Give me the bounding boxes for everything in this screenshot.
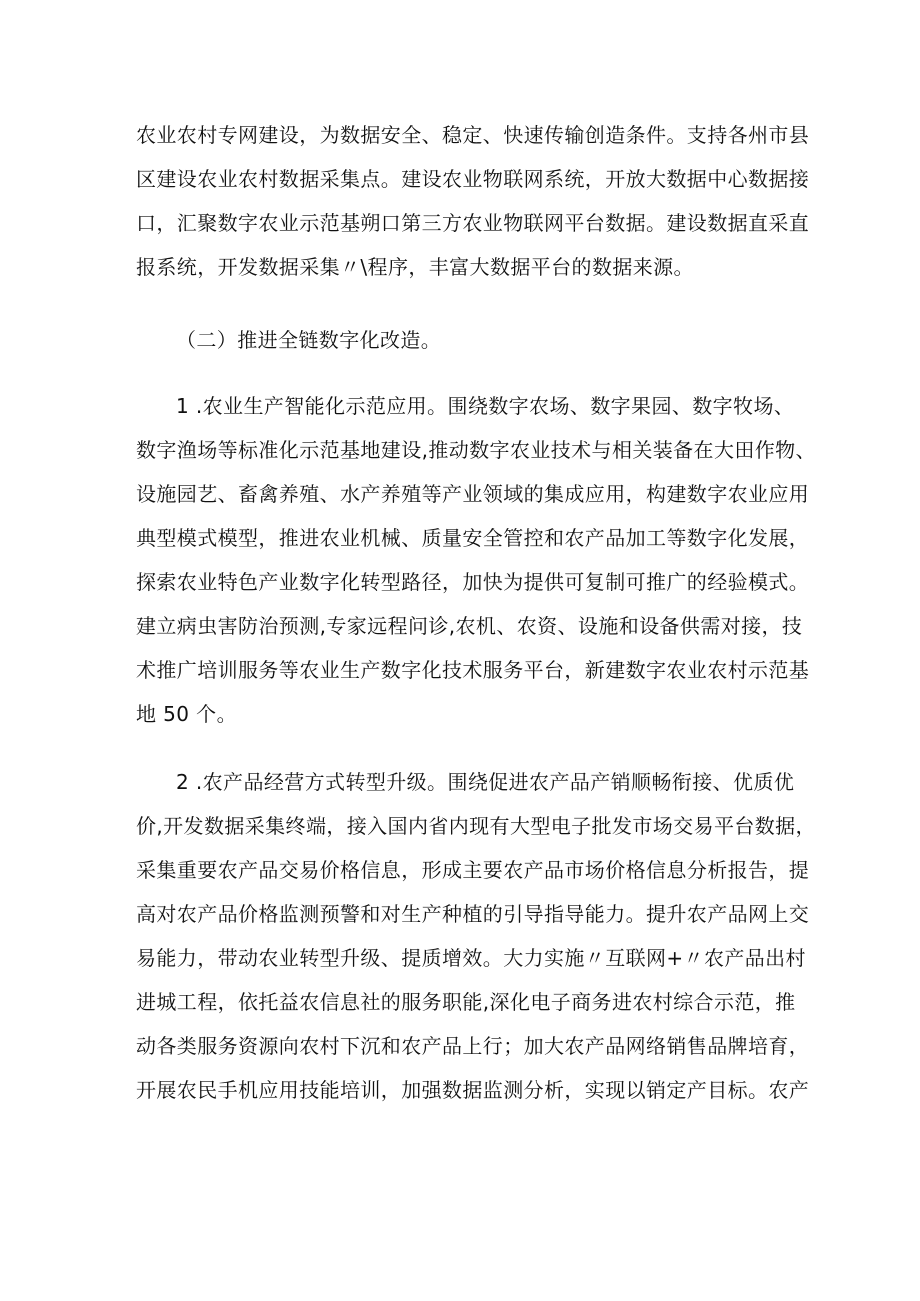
paragraph-line: 农业农村专网建设，为数据安全、稳定、快速传输创造条件。支持各州市县 [136, 123, 810, 147]
paragraph-line: 典型模式模型，推进农业机械、质量安全管控和农产品加工等数字化发展， [136, 526, 810, 550]
paragraph-line: 建立病虫害防治预测,专家远程问诊,农机、农资、设施和设备供需对接，技 [136, 614, 803, 638]
paragraph-line: 2 .农产品经营方式转型升级。围绕促进农产品产销顺畅衔接、优质优 [176, 770, 795, 794]
paragraph-line: 设施园艺、畜禽养殖、水产养殖等产业领域的集成应用，构建数字农业应用 [136, 482, 810, 506]
paragraph-line: 进城工程，依托益农信息社的服务职能,深化电子商务进农村综合示范，推 [136, 990, 796, 1014]
section-heading: （二）推进全链数字化改造。 [176, 328, 442, 352]
paragraph-line: 区建设农业农村数据采集点。建设农业物联网系统，开放大数据中心数据接 [136, 167, 810, 191]
paragraph-line: 地 50 个。 [136, 702, 237, 726]
paragraph-line: 探索农业特色产业数字化转型路径，加快为提供可复制可推广的经验模式。 [136, 570, 810, 594]
paragraph-line: 数字渔场等标准化示范基地建设,推动数字农业技术与相关装备在大田作物、 [136, 438, 816, 462]
paragraph-line: 报系统，开发数据采集〃\程序，丰富大数据平台的数据来源。 [136, 255, 694, 279]
paragraph-line: 价,开发数据采集终端，接入国内省内现有大型电子批发市场交易平台数据， [136, 814, 816, 838]
paragraph-line: 易能力，带动农业转型升级、提质增效。大力实施〃互联网+〃农产品出村 [136, 946, 806, 970]
paragraph-line: 口，汇聚数字农业示范基朔口第三方农业物联网平台数据。建设数据直采直 [136, 211, 810, 235]
paragraph-line: 采集重要农产品交易价格信息，形成主要农产品市场价格信息分析报告，提 [136, 858, 810, 882]
paragraph-line: 动各类服务资源向农村下沉和农产品上行；加大农产品网络销售品牌培育， [136, 1034, 810, 1058]
paragraph-line: 1 .农业生产智能化示范应用。围绕数字农场、数字果园、数字牧场、 [176, 394, 795, 418]
paragraph-line: 术推广培训服务等农业生产数字化技术服务平台，新建数字农业农村示范基 [136, 658, 810, 682]
paragraph-line: 高对农产品价格监测预警和对生产种植的引导指导能力。提升农产品网上交 [136, 902, 810, 926]
paragraph-line: 开展农民手机应用技能培训，加强数据监测分析，实现以销定产目标。农产 [136, 1078, 810, 1102]
